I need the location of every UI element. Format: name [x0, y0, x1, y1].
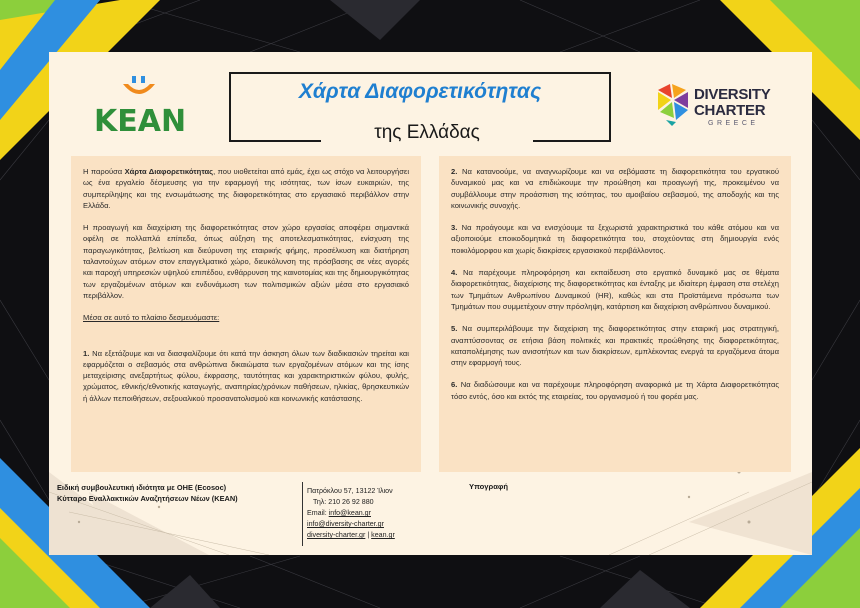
- item-text: Να κατανοούμε, να αναγνωρίζουμε και να σεβόμαστε τη διαφορετικότητα του εργατικού δυναμικού μας και να επιδιώκουμε την προώθηση και προαγωγή της, προκειμένου να συμβάλλουμε στην προάσπιση της ισότητας, του αμοιβαίου σεβασμού, της αποδοχής και της κοινωνικής συνοχής.: [451, 167, 779, 210]
- item-text: Να διαδώσουμε και να παρέχουμε πληροφόρηση αναφορικά με τη Χάρτα Διαφορετικότητας τόσο εντός, όσο και εκτός της εταιρείας, του οργανισμού ή του φορέα μας.: [451, 380, 779, 401]
- email-link-dc[interactable]: info@diversity-charter.gr: [307, 520, 384, 528]
- signature-label: Υπογραφή: [469, 482, 508, 491]
- dc-logo-line1: DIVERSITY: [694, 86, 771, 103]
- org-status-line: Ειδική συμβουλευτική ιδιότητα με ΟΗΕ (Ecosoc): [57, 483, 227, 492]
- diversity-charter-mosaic-icon: [654, 82, 692, 126]
- commitment-item-2: [451, 166, 779, 211]
- website-link-dc[interactable]: diversity-charter.gr: [307, 531, 366, 539]
- email-label: Email:: [307, 509, 329, 517]
- email-line: [307, 508, 457, 519]
- item-number: 4.: [451, 268, 458, 278]
- footer-organization: [57, 482, 302, 504]
- commitment-heading: Μέσα σε αυτό το πλαίσιο δεσμευόμαστε:: [83, 313, 220, 323]
- item-number: 3.: [451, 223, 458, 233]
- left-column: [71, 156, 421, 472]
- item-number: 5.: [451, 324, 458, 334]
- website-separator: |: [365, 531, 372, 539]
- item-text: Να εξετάζουμε και να διασφαλίζουμε ότι κατά την άσκηση όλων των διαδικασιών τηρείται και εφαρμόζεται ο σεβασμός στα ανθρώπινα δικαιώματα των εργαζομένων ατόμων και της ίσης μεταχείρισης ανεξαρτήτως φύλου, έκφρασης, ταυτότητας και χαρακτηριστικών φύλου, φυλής, χρώματος, εθνικής/εθνοτικής καταγωγής, αναπηρίας/χρόνιων παθήσεων, ηλικίας, θρησκευτικών ή άλλων πεποιθήσεων, σεξουαλικού προσανατολισμού και κοινωνικής κατάστασης.: [83, 348, 409, 403]
- website-link-kean[interactable]: kean.gr: [371, 531, 395, 539]
- kean-logo-text: KEAN: [94, 104, 187, 139]
- title-box: [229, 72, 611, 142]
- commitment-item-6: [451, 379, 779, 402]
- org-name-line: Κύτταρο Εναλλακτικών Αναζητήσεων Νέων (KEAN): [57, 494, 238, 503]
- commitment-item-5: [451, 323, 779, 368]
- footer-contact: [307, 486, 457, 541]
- item-text: Να προάγουμε και να ενισχύουμε τα ξεχωριστά χαρακτηριστικά του κάθε ατόμου και να αξιοποιούμε εποικοδομητικά τη διαφορετικότητα του, στοχεύοντας στη δημιουργία ενός ποικιλόμορφου και χωρίς διακρίσεις εργασιακού περιβάλλοντος.: [451, 223, 779, 255]
- website-line: [307, 530, 457, 541]
- item-number: 2.: [451, 167, 458, 176]
- kean-logo: [94, 74, 187, 144]
- diversity-charter-logo: [654, 80, 784, 140]
- right-column: [439, 156, 791, 472]
- intro-paragraph: [83, 166, 409, 211]
- intro-pre: Η παρούσα: [83, 167, 125, 176]
- item-number: 6.: [451, 380, 458, 390]
- item-number: 1.: [83, 348, 90, 358]
- email-link-kean[interactable]: info@kean.gr: [328, 509, 371, 517]
- dc-logo-line2: CHARTER: [694, 102, 766, 119]
- charter-document: [49, 52, 812, 555]
- commitment-item-4: [451, 267, 779, 312]
- commitment-item-3: [451, 222, 779, 256]
- kean-smile-icon: [119, 74, 159, 104]
- footer-divider: [302, 482, 303, 546]
- address: Πατρόκλου 57, 13122 Ίλιον: [307, 487, 393, 495]
- email-line-2: [307, 519, 457, 530]
- item-text: Να συμπεριλάβουμε την διαχείριση της διαφορετικότητας στην εταιρική μας στρατηγική, αναπτύσσοντας σε ετήσια βάση πολιτικές και πρακτικές προώθησης της διαφορετικότητας, καταπολέμησης των ανισοτήτων και των διακρίσεων, εμπλέκοντας ενεργά τα εργαζόμενα άτομα στην εφαρμογή τους.: [451, 324, 779, 368]
- intro-post: , που υιοθετείται από εμάς, έχει ως στόχο να λειτουργήσει ως ένα εργαλείο δέσμευσης για την εφαρμογή της ισότητας, των ίσων ευκαιριών, της συμπερίληψης και της ενσωμάτωσης της διαφορετικότητας στο εργασιακό περιβάλλον στην Ελλάδα.: [83, 167, 410, 210]
- commitment-item-1: [83, 348, 409, 404]
- benefits-paragraph: Η προαγωγή και διαχείριση της διαφορετικότητας στον χώρο εργασίας αποφέρει σημαντικά οφέλη σε πολλαπλά επίπεδα, όπως αύξηση της αποτελεσματικότητας, ενίσχυση της παραγωγικότητας, βελτίωση και διεύρυνση της εταιρικής φήμης, προσέλκυση και διατήρηση ταλαντούχων ατόμων στον επαγγελματικό χώρο, διευκόλυνση της πρόσβασης σε νέες αγορές και παροχή υπηρεσιών υψηλού επιπέδου, ενθάρρυνση της καινοτομίας και της δημιουργικότητας των εργαζομένων ατόμων και ενδυνάμωση των πολιτισμικών αξιών μέσα στο εργασιακό περιβάλλον.: [83, 223, 409, 300]
- page-subtitle: της Ελλάδας: [374, 122, 480, 143]
- item-text: Να παρέχουμε πληροφόρηση και εκπαίδευση στο εργατικό δυναμικό μας σε θέματα διαφορετικότητας, διαχείρισης της διαφορετικότητας και ένταξης με ιδιαίτερη έμφαση στα στελέχη των Τμημάτων Ανθρωπίνου Δυναμικού (HR), καθώς και στα Προϊστάμενα πρόσωπα των Τμημάτων που συμμετέχουν στην πρόσληψη, κατάρτιση και διαχείριση ανθρώπινου δυναμικού.: [451, 268, 779, 311]
- intro-bold: Χάρτα Διαφορετικότητας: [124, 167, 214, 176]
- phone: Τηλ: 210 26 92 880: [313, 498, 374, 506]
- subtitle-wrap: [321, 118, 533, 148]
- page-title: Χάρτα Διαφορετικότητας: [298, 80, 542, 103]
- dc-logo-line3: GREECE: [708, 120, 759, 127]
